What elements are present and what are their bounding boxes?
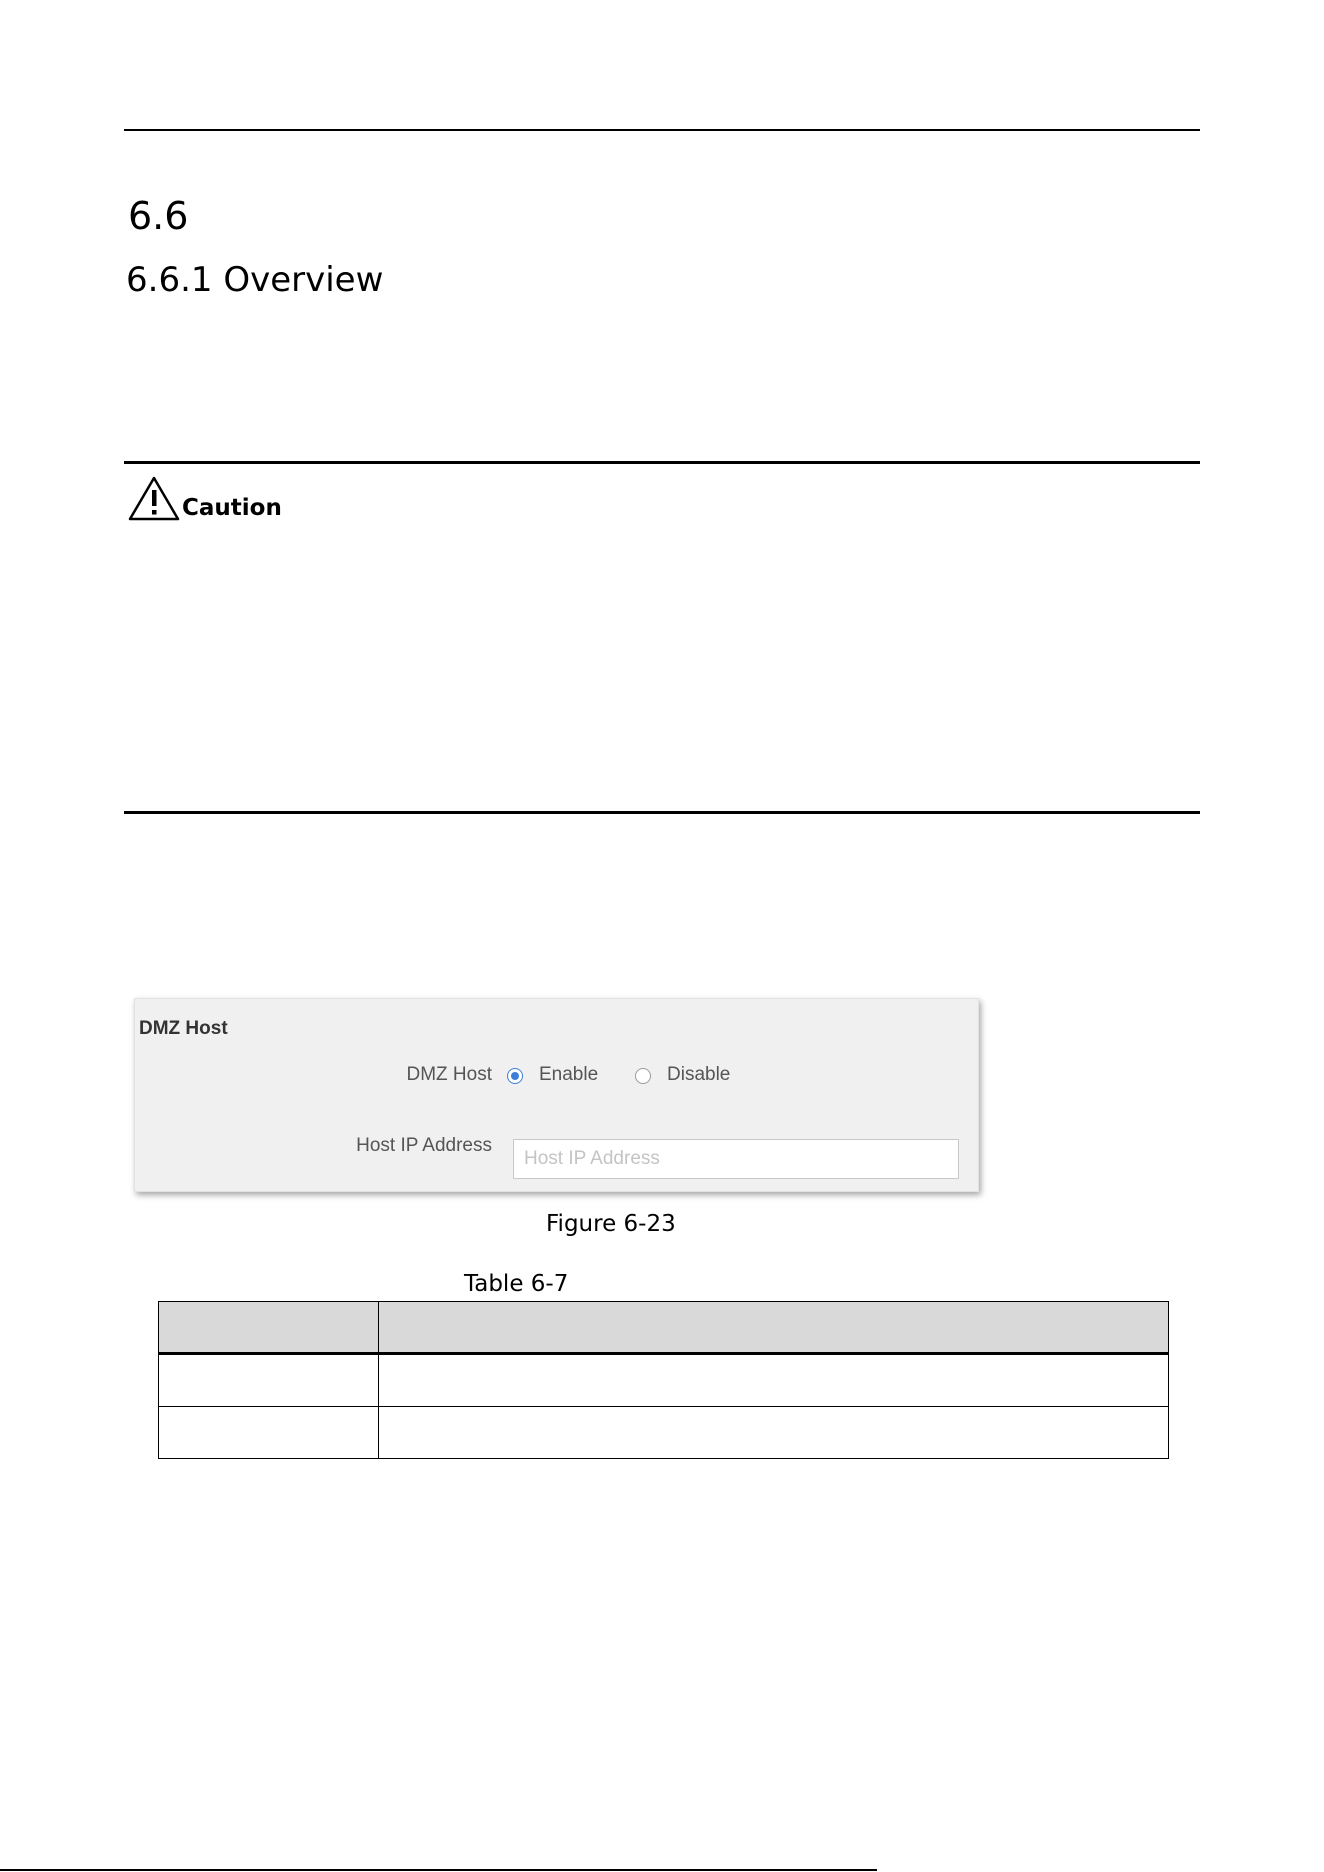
host-ip-input[interactable] <box>513 1139 959 1179</box>
enable-radio[interactable] <box>507 1068 523 1084</box>
table-row <box>159 1407 1169 1459</box>
dmz-host-label: DMZ Host <box>406 1064 492 1085</box>
parameter-table <box>158 1301 1169 1459</box>
table-cell <box>159 1354 379 1407</box>
host-ip-label: Host IP Address <box>356 1135 492 1156</box>
enable-label[interactable]: Enable <box>539 1064 599 1085</box>
dmz-host-panel <box>134 998 979 1192</box>
caution-header <box>128 475 282 521</box>
header-rule <box>124 129 1200 131</box>
table-row <box>159 1354 1169 1407</box>
caution-top-rule <box>124 461 1200 464</box>
caution-bottom-rule <box>124 811 1200 814</box>
footnote-rule <box>0 1869 877 1871</box>
disable-label[interactable]: Disable <box>667 1064 731 1085</box>
table-header-row <box>159 1302 1169 1354</box>
figure-caption: Figure 6-23 <box>546 1211 676 1237</box>
caution-label: Caution <box>182 495 282 521</box>
disable-radio[interactable] <box>635 1068 651 1084</box>
subsection-heading: 6.6.1 Overview <box>126 260 384 300</box>
table-cell <box>379 1354 1169 1407</box>
table-caption: Table 6-7 <box>464 1271 569 1297</box>
table-header-cell <box>379 1302 1169 1354</box>
warning-triangle-icon <box>128 475 180 521</box>
panel-title: DMZ Host <box>139 1018 228 1039</box>
table-header-cell <box>159 1302 379 1354</box>
section-heading: 6.6 <box>128 194 189 238</box>
table-cell <box>159 1407 379 1459</box>
table-cell <box>379 1407 1169 1459</box>
